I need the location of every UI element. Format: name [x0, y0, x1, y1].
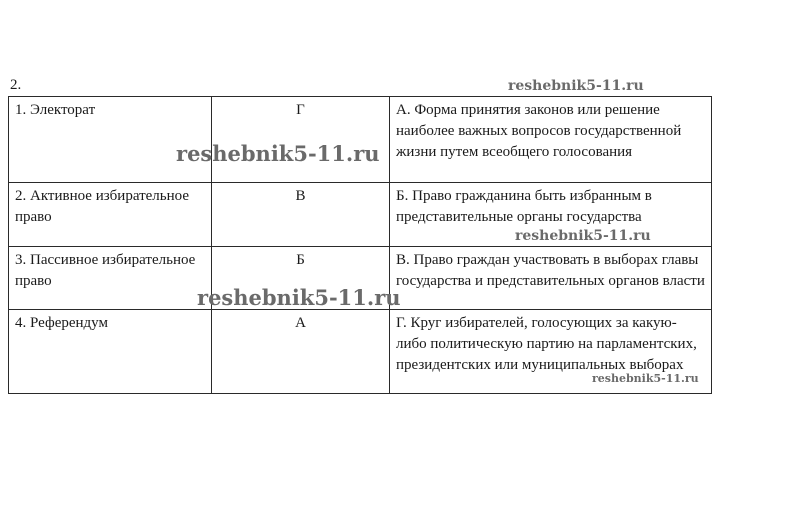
- watermark-middle: reshebnik5-11.ru: [515, 228, 651, 244]
- definition-cell: Г. Круг избирателей, голосующих за какую-либо политическую партию на парламентских, президентских или муниципальных выборах: [390, 310, 712, 394]
- table-row: [9, 97, 712, 183]
- table-row: [9, 183, 712, 247]
- definition-cell: В. Право граждан участвовать в выборах главы государства и представительных органов власти: [390, 247, 712, 310]
- watermark-small: reshebnik5-11.ru: [592, 372, 699, 385]
- definition-cell: А. Форма принятия законов или решение наиболее важных вопросов государственной жизни путем всеобщего голосования: [390, 97, 712, 183]
- answer-cell: Г: [212, 97, 390, 183]
- watermark-large-2: reshebnik5-11.ru: [197, 285, 401, 310]
- table-row: [9, 247, 712, 310]
- task-number: 2.: [10, 77, 22, 93]
- table-row: [9, 310, 712, 394]
- answer-cell: В: [212, 183, 390, 247]
- term-cell: 3. Пассивное избирательное право: [9, 247, 212, 310]
- term-cell: 1. Электорат: [9, 97, 212, 183]
- definition-cell: Б. Право гражданина быть избранным в представительные органы государства: [390, 183, 712, 247]
- answer-cell: Б: [212, 247, 390, 310]
- watermark-top: reshebnik5-11.ru: [508, 78, 644, 94]
- term-cell: 4. Референдум: [9, 310, 212, 394]
- term-cell: 2. Активное избирательное право: [9, 183, 212, 247]
- watermark-large-1: reshebnik5-11.ru: [176, 141, 380, 166]
- matching-table: [8, 96, 712, 394]
- answer-cell: А: [212, 310, 390, 394]
